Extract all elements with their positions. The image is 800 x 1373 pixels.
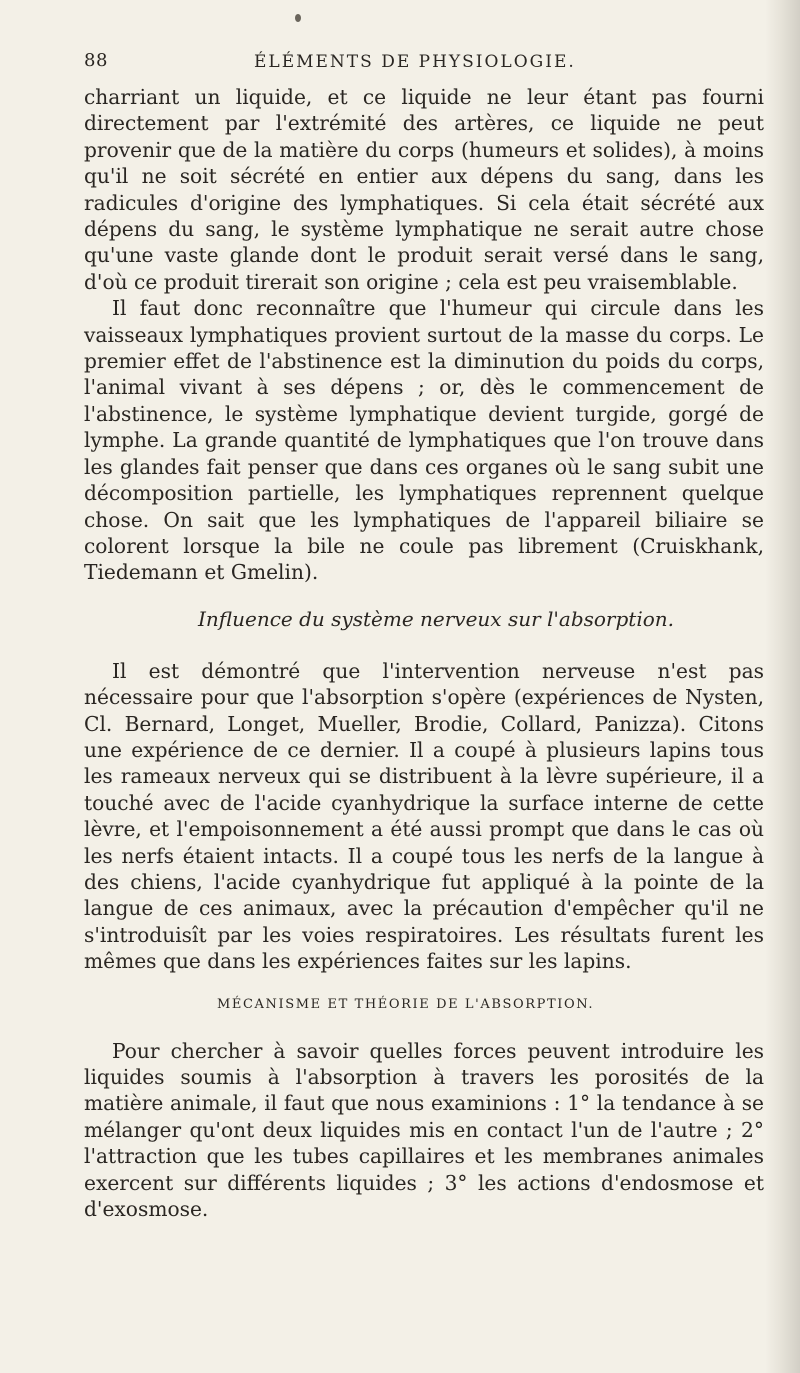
section-heading-mecanisme: MÉCANISME ET THÉORIE DE L'ABSORPTION. bbox=[217, 996, 595, 1012]
section-heading-influence: Influence du système nerveux sur l'absorption. bbox=[198, 606, 675, 631]
paragraph-2: Il faut donc reconnaître que l'humeur qui circule dans les vaisseaux lymphatiques provient surtout de la masse du corps. Le premier effet de l'abstinence est la diminution du poids du corps, l'animal vivant à ses dépens ; or, dès le commencement de l'abstinence, le système lymphatique devient turgide, gorgé de lymphe. La grande quantité de lymphatiques que l'on trouve dans les glandes fait penser que dans ces organes où le sang subit une décomposition partielle, les lymphatiques reprennent quelque chose. On sait que les lymphatiques de l'appareil biliaire se colorent lorsque la bile ne coule pas librement (Cruiskhank, Tiedemann et Gmelin). bbox=[84, 296, 764, 585]
paragraph-1: charriant un liquide, et ce liquide ne leur étant pas fourni directement par l'extrémité des artères, ce liquide ne peut provenir que de la matière du corps (humeurs et solides), à moins qu'il ne soit sécrété en entier aux dépens du sang, dans les radicules d'origine des lymphatiques. Si cela était sécrété aux dépens du sang, le système lymphatique ne serait autre chose qu'une vaste glande dont le produit serait versé dans le sang, d'où ce produit tirerait son origine ; cela est peu vraisemblable. bbox=[84, 85, 764, 294]
page-number: 88 bbox=[84, 50, 108, 71]
body-text bbox=[84, 84, 764, 1222]
running-head: ÉLÉMENTS DE PHYSIOLOGIE. bbox=[254, 52, 576, 72]
paragraph-4: Pour chercher à savoir quelles forces peuvent introduire les liquides soumis à l'absorption à travers les porosités de la matière animale, il faut que nous examinions : 1° la tendance à se mélanger qu'ont deux liquides mis en contact l'un de l'autre ; 2° l'attraction que les tubes capillaires et les membranes animales exercent sur différents liquides ; 3° les actions d'endosmose et d'exosmose. bbox=[84, 1038, 764, 1222]
paragraph-3: Il est démontré que l'intervention nerveuse n'est pas nécessaire pour que l'absorption s'opère (expériences de Nysten, Cl. Bernard, Longet, Mueller, Brodie, Collard, Panizza). Citons une expérience de ce dernier. Il a coupé à plusieurs lapins tous les rameaux nerveux qui se distribuent à la lèvre supérieure, il a touché avec de l'acide cyanhydrique la surface interne de cette lèvre, et l'empoisonnement a été aussi prompt que dans le cas où les nerfs étaient intacts. Il a coupé tous les nerfs de la langue à des chiens, l'acide cyanhydrique fut appliqué à la pointe de la langue de ces animaux, avec la précaution d'empêcher qu'il ne s'introduisît par les voies respiratoires. Les résultats furent les mêmes que dans les expériences faites sur les lapins. bbox=[84, 658, 764, 974]
ink-spot-ornament bbox=[295, 14, 301, 22]
page-header bbox=[84, 50, 774, 80]
